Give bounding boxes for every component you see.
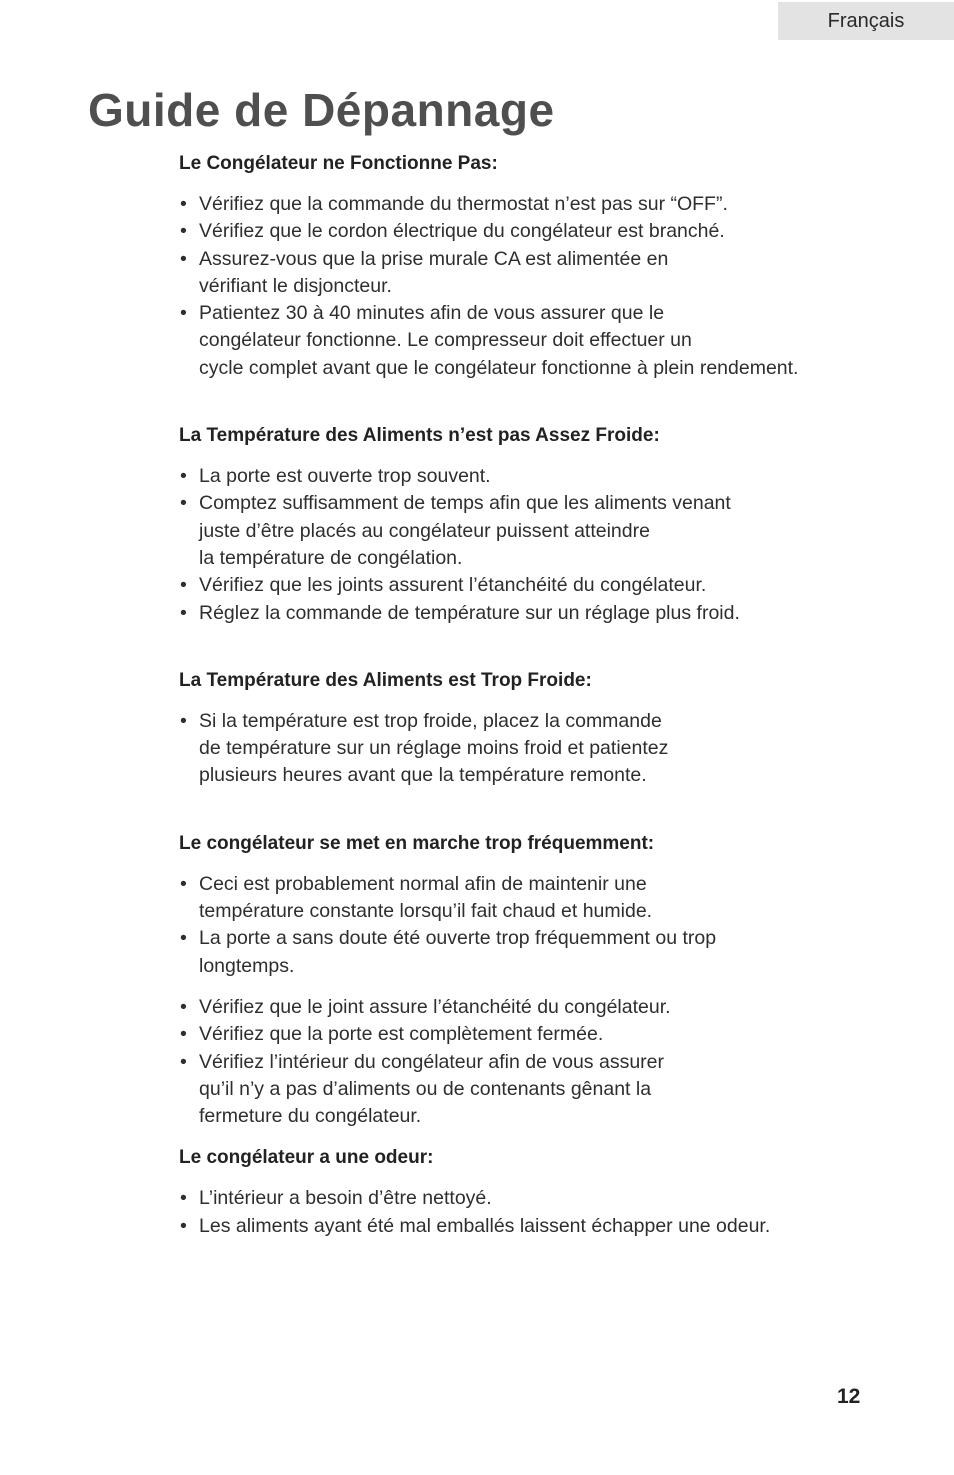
list-item xyxy=(179,572,899,599)
list-item xyxy=(179,708,899,790)
item-line: de température sur un réglage moins froid et patientez xyxy=(199,737,669,760)
bullet-list xyxy=(179,871,899,1131)
page-title: Guide de Dépannage xyxy=(88,84,555,136)
item-line: • Vérifiez que la commande du thermostat n’est pas sur “OFF”. xyxy=(199,193,728,215)
item-line: • Patientez 30 à 40 minutes afin de vous assurer que le xyxy=(199,302,665,325)
section-heading: Le congélateur se met en marche trop fréquemment: xyxy=(179,832,655,854)
item-line: qu’il n’y a pas d’aliments ou de contenants gênant la xyxy=(199,1077,652,1100)
list-item xyxy=(179,1049,899,1131)
item-line: • La porte est ouverte trop souvent. xyxy=(199,465,491,488)
list-item xyxy=(179,871,899,926)
section-food-too-cold xyxy=(179,667,899,790)
item-line: longtemps. xyxy=(199,954,295,977)
page-number: 12 xyxy=(837,1385,861,1408)
list-item xyxy=(179,218,899,245)
troubleshooting-content xyxy=(179,150,899,1240)
item-line: • Les aliments ayant été mal emballés laissent échapper une odeur. xyxy=(199,1214,771,1237)
item-line: • Assurez-vous que la prise murale CA est alimentée en xyxy=(199,247,669,270)
list-item xyxy=(179,246,899,301)
section-food-not-cold-enough xyxy=(179,422,899,627)
language-tab: Français xyxy=(778,2,954,40)
section-odor xyxy=(179,1144,899,1240)
item-line: • Réglez la commande de température sur un réglage plus froid. xyxy=(199,601,740,624)
section-heading: Le Congélateur ne Fonctionne Pas: xyxy=(179,153,498,174)
section-heading: La Température des Aliments est Trop Froide: xyxy=(179,669,592,691)
item-line: cycle complet avant que le congélateur fonctionne à plein rendement. xyxy=(199,356,799,379)
bullet-list xyxy=(179,191,899,382)
section-runs-too-often xyxy=(179,830,899,1131)
list-item xyxy=(179,994,899,1021)
list-item xyxy=(179,1185,899,1212)
list-item xyxy=(179,490,899,572)
list-item xyxy=(179,1213,899,1240)
item-line: • L’intérieur a besoin d’être nettoyé. xyxy=(199,1187,492,1210)
bullet-list xyxy=(179,463,899,627)
item-line: fermeture du congélateur. xyxy=(199,1105,422,1128)
item-line: congélateur fonctionne. Le compresseur doit effectuer un xyxy=(199,329,692,352)
item-line: • Vérifiez que le joint assure l’étanchéité du congélateur. xyxy=(199,995,671,1018)
section-heading: La Température des Aliments n’est pas Assez Froide: xyxy=(179,425,660,447)
item-line: la température de congélation. xyxy=(199,546,463,569)
item-line: température constante lorsqu’il fait chaud et humide. xyxy=(199,900,653,923)
bullet-list xyxy=(179,1185,899,1240)
item-line: • Ceci est probablement normal afin de maintenir une xyxy=(199,872,647,895)
item-line: vérifiant le disjoncteur. xyxy=(199,274,392,297)
item-line: • Vérifiez que la porte est complètement fermée. xyxy=(199,1023,604,1046)
item-line: plusieurs heures avant que la température remonte. xyxy=(199,764,647,787)
item-line: • Si la température est trop froide, placez la commande xyxy=(199,709,662,732)
item-line: • Vérifiez l’intérieur du congélateur afin de vous assurer xyxy=(199,1050,665,1073)
list-item xyxy=(179,191,899,218)
list-item xyxy=(179,1021,899,1048)
list-item xyxy=(179,925,899,980)
section-freezer-not-working xyxy=(179,150,899,382)
bullet-list xyxy=(179,708,899,790)
item-line: • Comptez suffisamment de temps afin que les aliments venant xyxy=(199,492,731,515)
item-line: juste d’être placés au congélateur puissent atteindre xyxy=(199,519,650,542)
list-item xyxy=(179,600,899,627)
item-line: • La porte a sans doute été ouverte trop fréquemment ou trop xyxy=(199,927,717,950)
list-item xyxy=(179,300,899,382)
section-heading: Le congélateur a une odeur: xyxy=(179,1147,434,1169)
item-line: • Vérifiez que les joints assurent l’étanchéité du congélateur. xyxy=(199,574,707,597)
list-item xyxy=(179,463,899,490)
item-line: • Vérifiez que le cordon électrique du congélateur est branché. xyxy=(199,220,725,243)
